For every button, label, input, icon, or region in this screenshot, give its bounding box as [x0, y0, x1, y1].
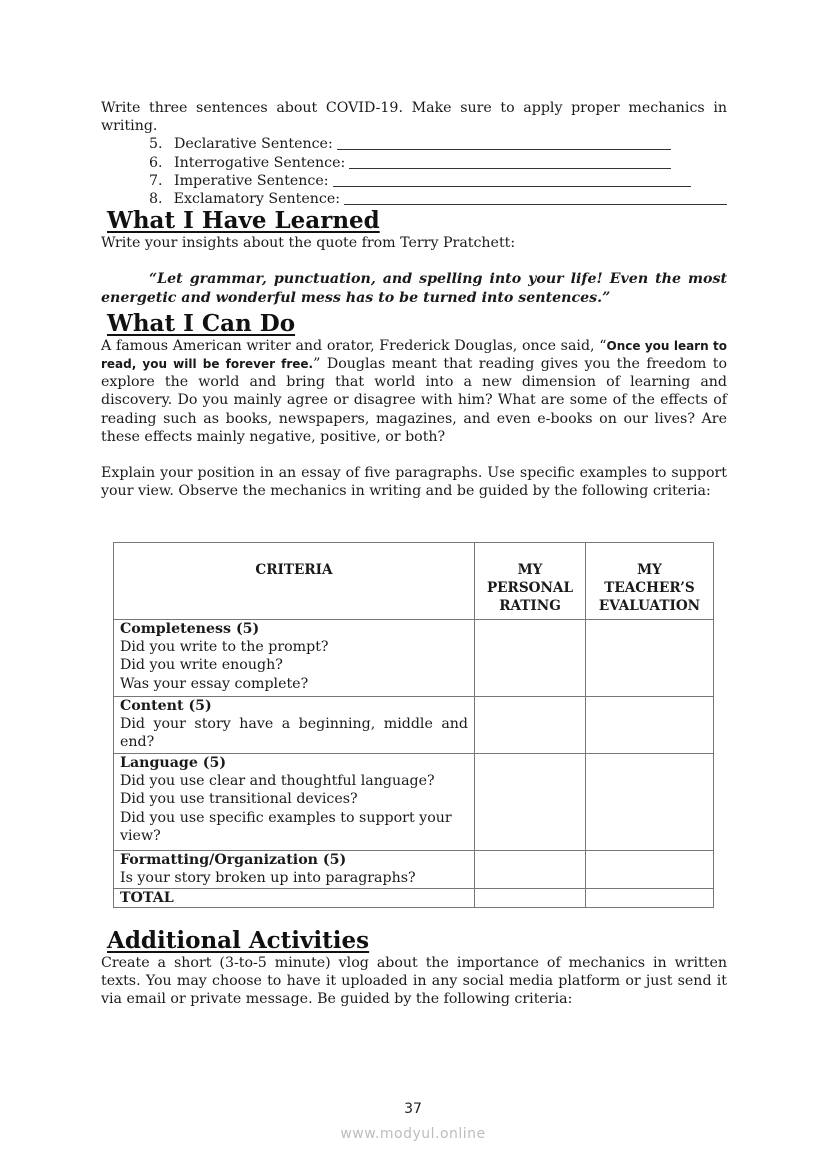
douglas-quote: Once you learn to read, you will be forever free. [101, 338, 727, 372]
additional-activities-section [101, 928, 727, 1009]
heading-what-i-can-do: What I Can Do [107, 309, 296, 337]
total-label-cell: TOTAL [114, 889, 475, 908]
personal-rating-cell[interactable] [475, 851, 586, 889]
table-row [114, 754, 714, 851]
list-item: 8. Exclamatory Sentence: [149, 190, 727, 208]
teacher-total-cell[interactable] [586, 889, 714, 908]
answer-blank[interactable] [344, 190, 727, 205]
learned-instruction: Write your insights about the quote from Terry Pratchett: [101, 235, 516, 252]
header-criteria: CRITERIA [114, 543, 475, 620]
list-item: 6. Interrogative Sentence: [149, 154, 727, 172]
header-personal-rating: MY PERSONAL RATING [475, 543, 586, 620]
heading-what-i-have-learned: What I Have Learned [107, 207, 380, 235]
heading-additional-activities: Additional Activities [107, 927, 370, 954]
answer-blank[interactable] [333, 172, 691, 187]
criteria-cell: Completeness (5) Did you write to the prompt? Did you write enough? Was your essay complete? [114, 620, 475, 697]
pratchett-quote: “Let grammar, punctuation, and spelling into your life! Even the most energetic and wonderful mess has to be turned into sentences.” [101, 271, 727, 306]
personal-rating-cell[interactable] [475, 620, 586, 697]
page-content [101, 99, 727, 500]
criteria-cell: Content (5) Did your story have a beginning, middle and end? [114, 697, 475, 754]
table-row [114, 851, 714, 889]
teacher-evaluation-cell[interactable] [586, 754, 714, 851]
teacher-evaluation-cell[interactable] [586, 697, 714, 754]
additional-text: Create a short (3-to-5 minute) vlog about the importance of mechanics in written texts. You may choose to have it uploaded in any social media platform or just send it via email or private message. Be guided by the following criteria: [101, 955, 727, 1008]
teacher-evaluation-cell[interactable] [586, 620, 714, 697]
answer-blank[interactable] [337, 135, 671, 150]
can-do-paragraph-2: Explain your position in an essay of five paragraphs. Use specific examples to support your view. Observe the mechanics in writing and be guided by the following criteria: [101, 465, 727, 500]
list-item: 7. Imperative Sentence: [149, 172, 727, 190]
personal-total-cell[interactable] [475, 889, 586, 908]
criteria-cell: Formatting/Organization (5) Is your story broken up into paragraphs? [114, 851, 475, 889]
teacher-evaluation-cell[interactable] [586, 851, 714, 889]
criteria-cell: Language (5) Did you use clear and thoughtful language? Did you use transitional devices? Did you use specific examples to support your view? [114, 754, 475, 851]
can-do-paragraph-1: A famous American writer and orator, Frederick Douglas, once said, “Once you learn to read, you will be forever free.” Douglas meant that reading gives you the freedom to explore the world and bring that world into a new dimension of learning and discovery. Do you mainly agree or disagree with him? What are some of the effects of reading such as books, newspapers, magazines, and even e-books on our lives? Are these effects mainly negative, positive, or both? [101, 337, 727, 445]
header-teacher-evaluation: MY TEACHER’S EVALUATION [586, 543, 714, 620]
page-number: 37 [404, 1101, 422, 1117]
answer-blank[interactable] [349, 154, 671, 169]
table-row [114, 697, 714, 754]
criteria-table [113, 542, 714, 908]
watermark: www.modyul.online [340, 1126, 486, 1142]
list-item: 5. Declarative Sentence: [149, 135, 727, 153]
personal-rating-cell[interactable] [475, 697, 586, 754]
table-header-row [114, 543, 714, 620]
table-row [114, 620, 714, 697]
intro-instruction: Write three sentences about COVID-19. Make sure to apply proper mechanics in writing. [101, 100, 727, 135]
sentence-list [149, 135, 727, 208]
personal-rating-cell[interactable] [475, 754, 586, 851]
table-row-total [114, 889, 714, 908]
